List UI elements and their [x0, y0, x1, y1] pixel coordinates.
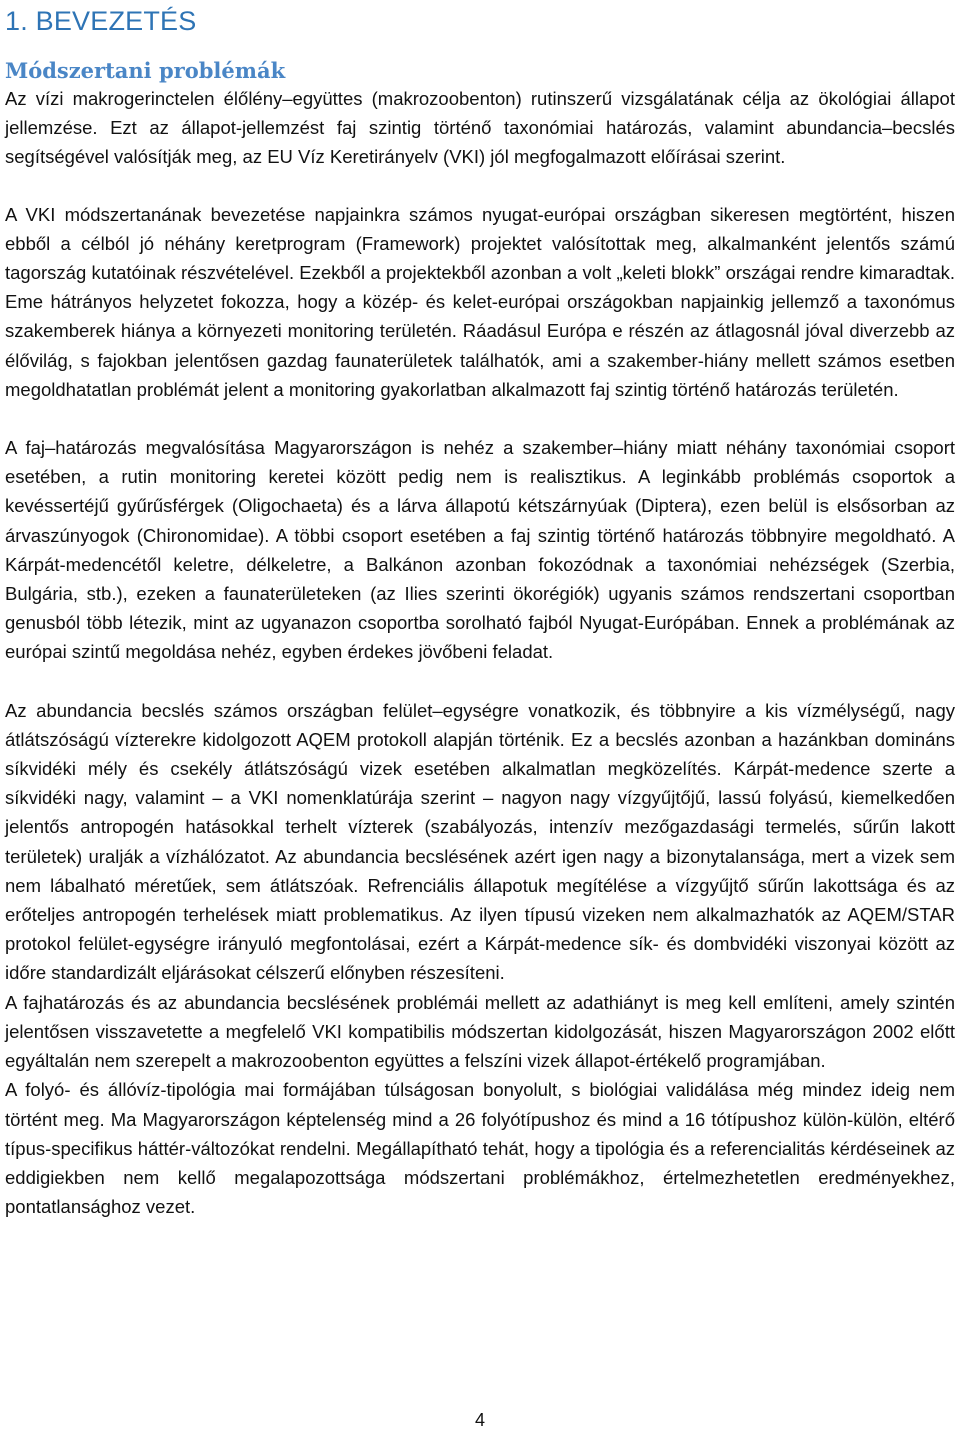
paragraph-species-identification: A faj–határozás megvalósítása Magyarországon is nehéz a szakember–hiány miatt néhány taxonómiai csoport esetében, a rutin monitoring keretei között pedig nem is realisztikus. A leginkább problémás csoportok a kevéssertéjű gyűrűsférgek (Oligochaeta) és a lárva állapotú kétszárnyúak (Diptera), ezen belül is elsősorban az árvaszúnyogok (Chironomidae). A többi csoport esetében a faj szintig történő határozás többnyire megoldható. A Kárpát-medencétől keletre, délkeletre, a Balkánon azonban fokozódnak a taxonómiai nehézségek (Szerbia, Bulgária, stb.), ezeken a faunaterületeken (az Ilies szerinti ökorégiók) ugyanis számos rendszertani csoportban genusból több létezik, mint az ugyanazon csoportba sorolható fajból Nyugat-Európában. Ennek a problémának az európai szintű megoldása nehéz, egyben érdekes jövőbeni feladat.	[5, 437, 955, 663]
document-page	[5, 0, 955, 1221]
chapter-heading: 1. BEVEZETÉS	[5, 6, 197, 36]
page-number: 4	[474, 1410, 485, 1430]
section-heading: Módszertani problémák	[5, 58, 286, 83]
paragraph-typology: A folyó- és állóvíz-tipológia mai formájában túlságosan bonyolult, s biológiai validálása még mindez ideig nem történt meg. Ma Magyarországon képtelenség mind a 26 folyótípushoz és mind a 16 tótípushoz külön-külön, eltérő típus-specifikus háttér-változókat rendelni. Megállapítható tehát, hogy a tipológia és a referencialitás kérdéseinek az eddigiekben nem kellő megalapozottsága módszertani problémákhoz, értelmezhetetlen eredményekhez, pontatlansághoz vezet.	[5, 1079, 955, 1218]
paragraph-intro: Az vízi makrogerinctelen élőlény–együttes (makrozoobenton) rutinszerű vizsgálatának célja az ökológiai állapot jellemzése. Ezt az állapot-jellemzést faj szintig történő taxonómiai határozás, valamint abundancia–becslés segítségével valósítják meg, az EU Víz Keretirányelv (VKI) jól megfogalmazott előírásai szerint.	[5, 88, 955, 168]
paragraph-vki-methodology: A VKI módszertanának bevezetése napjainkra számos nyugat-európai országban sikeresen megtörtént, hiszen ebből a célból jó néhány keretprogram (Framework) projektet valósítottak meg, alkalmanként jelentős számú tagország kutatóinak részvételével. Ezekből a projektekből azonban a volt „keleti blokk” országai rendre kimaradtak. Eme hátrányos helyzetet fokozza, hogy a közép- és kelet-európai országokban napjainkig jellemző a taxonómus szakemberek hiánya a környezeti monitoring területén. Ráadásul Európa e részén az átlagosnál jóval diverzebb az élővilág, s fajokban jelentősen gazdag faunaterületek találhatók, ami a szakember-hiány mellett számos esetben megoldhatatlan problémát jelent a monitoring gyakorlatban alkalmazott faj szintig történő határozás területén.	[5, 203, 955, 400]
paragraph-abundance-estimation: Az abundancia becslés számos országban felület–egységre vonatkozik, és többnyire a kis vízmélységű, nagy átlátszóságú vízterekre kidolgozott AQEM protokoll alapján történik. Ez a becslés azonban a hazánkban domináns síkvidéki mély és csekély átlátszóságú vizek esetében alkalmatlan megközelítés. Kárpát-medence szerte a síkvidéki nagy, valamint – a VKI nomenklatúrája szerint – nagyon nagy vízgyűjtőjű, lassú folyású, kiemelkedően jelentős antropogén hatásokkal terhelt vízterek (szabályozás, intenzív mezőgazdasági termelés, sűrűn lakott területek) uralják a vízhálózatot. Az abundancia becslésének azért igen nagy a bizonytalansága, mert a vizek sem nem lábalható méretűek, sem átlátszóak. Refrenciális állapotuk megítélése a vízgyűjtő sűrűn lakottsága és az erőteljes antropogén terhelések miatt problematikus. Az ilyen típusú vizeken nem alkalmazhatók az AQEM/STAR protokol felület-egységre irányuló megfontolásai, ezért a Kárpát-medence sík- és dombvidéki viszonyai között az időre standardizált eljárásokat célszerű előnyben részesíteni.	[5, 699, 955, 984]
paragraph-data-shortage: A fajhatározás és az abundancia becslésének problémái mellett az adathiányt is meg kell említeni, amely szintén jelentősen visszavetette a megfelelő VKI kompatibilis módszertan kidolgozását, hiszen Magyarországon 2002 előtt egyáltalán nem szerepelt a makrozoobenton együttes a felszíni vizek állapot-értékelő programjában.	[5, 991, 955, 1072]
